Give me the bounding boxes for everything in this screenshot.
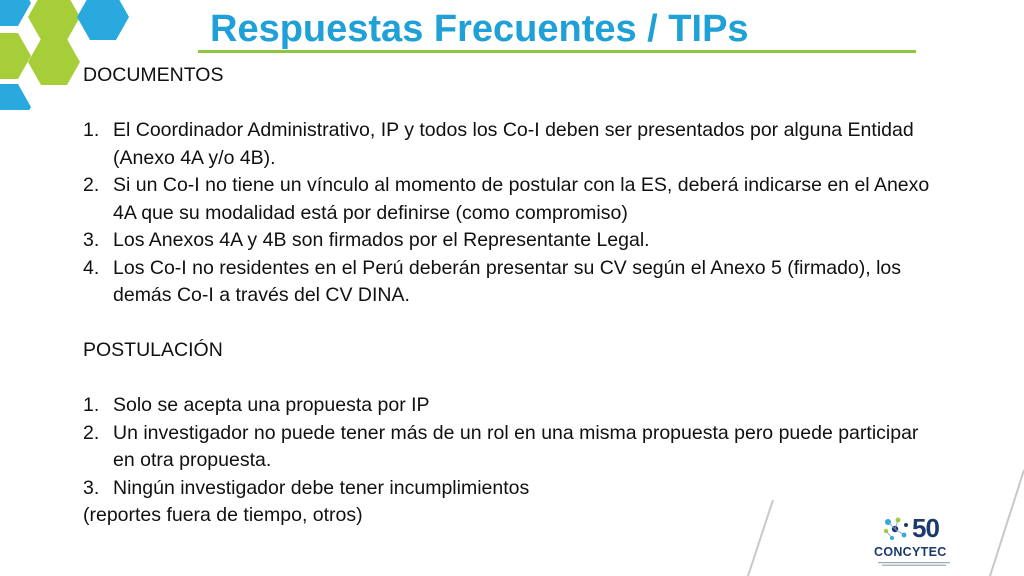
title-underline bbox=[198, 50, 916, 53]
section-postulacion bbox=[83, 337, 943, 530]
item-text: Un investigador no puede tener más de un rol en una misma propuesta pero puede participar en otra propuesta. bbox=[113, 421, 919, 471]
item-text: Los Co-I no residentes en el Perú deberán presentar su CV según el Anexo 5 (firmado), los demás Co-I a través del CV DINA. bbox=[113, 256, 902, 306]
section-heading: DOCUMENTOS bbox=[83, 64, 224, 86]
item-number: 4. bbox=[83, 256, 100, 279]
list-item bbox=[83, 420, 943, 475]
spacer bbox=[83, 310, 943, 338]
section-documentos bbox=[83, 62, 943, 310]
item-text: Solo se acepta una propuesta por IP bbox=[113, 394, 430, 416]
spacer bbox=[83, 90, 943, 118]
item-number: 2. bbox=[83, 421, 100, 444]
item-number: 3. bbox=[83, 229, 100, 251]
numbered-list bbox=[83, 392, 943, 502]
list-item bbox=[83, 255, 943, 310]
item-number: 1. bbox=[83, 119, 100, 141]
list-item bbox=[83, 475, 943, 503]
item-number: 2. bbox=[83, 174, 100, 196]
concytec-logo bbox=[872, 512, 952, 572]
item-text: Si un Co-I no tiene un vínculo al momento de postular con la ES, deberá indicarse en el Anexo 4A que su modalidad está por definirse (como compromiso) bbox=[113, 174, 930, 224]
list-item bbox=[83, 227, 943, 255]
list-item bbox=[83, 392, 943, 420]
spacer bbox=[83, 365, 943, 393]
slide-body bbox=[83, 62, 943, 530]
logo-tagline-mark bbox=[876, 561, 952, 567]
slide-title: Respuestas Frecuentes / TIPs bbox=[210, 8, 749, 50]
item-number: 1. bbox=[83, 394, 100, 416]
item-text: Los Anexos 4A y 4B son firmados por el Representante Legal. bbox=[113, 229, 650, 251]
diagonal-line bbox=[990, 470, 1024, 576]
list-item bbox=[83, 117, 943, 172]
section-heading: POSTULACIÓN bbox=[83, 339, 223, 361]
logo-dots-icon bbox=[880, 516, 914, 542]
item-number: 3. bbox=[83, 476, 100, 499]
logo-name: CONCYTEC bbox=[874, 545, 947, 559]
item-text: Ningún investigador debe tener incumplimientos bbox=[113, 476, 530, 499]
list-item bbox=[83, 172, 943, 227]
item-text: El Coordinador Administrativo, IP y todos los Co-I deben ser presentados por alguna Entidad (Anexo 4A y/o 4B). bbox=[113, 119, 914, 169]
logo-number: 50 bbox=[912, 513, 939, 543]
numbered-list bbox=[83, 117, 943, 310]
trailing-note: (reportes fuera de tiempo, otros) bbox=[83, 504, 363, 526]
